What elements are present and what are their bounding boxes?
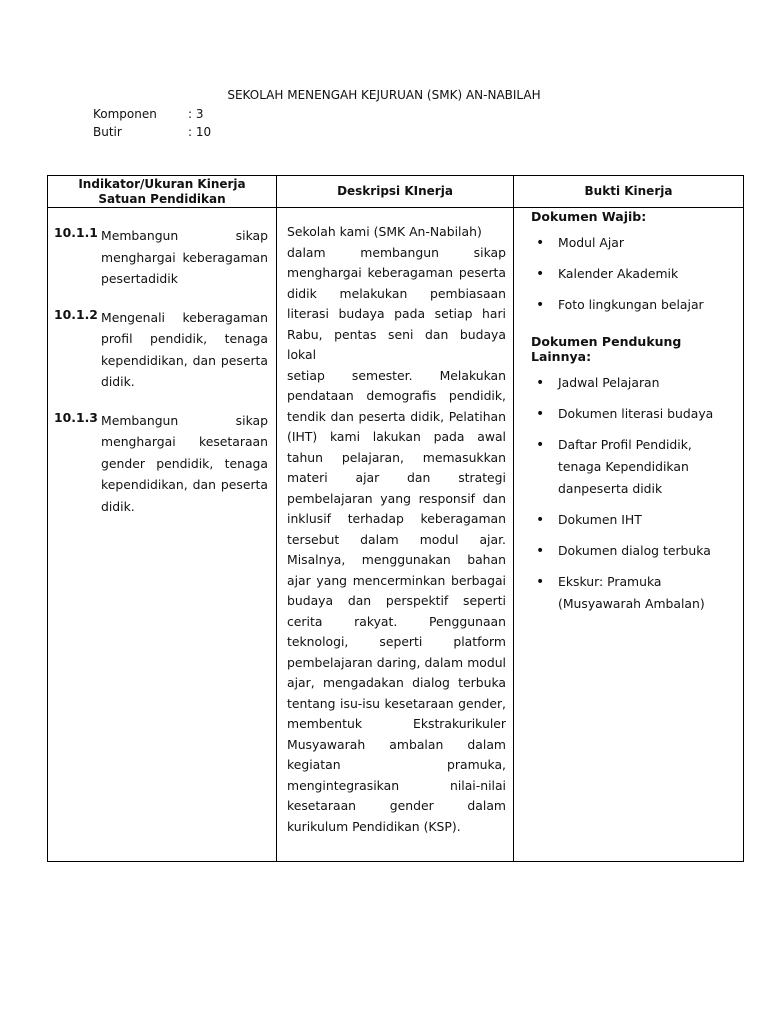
list-item [531,372,735,394]
indicator-text [101,410,268,518]
description-line: pembelajaran daring, dalam modul [287,654,506,670]
list-item-text: (Musyawarah Ambalan) [558,596,705,611]
description-line: literasi budaya pada setiap hari [287,306,506,321]
bullet-icon: • [536,512,545,528]
text-line: menghargai kesetaraan [101,434,268,449]
list-item [531,294,735,316]
description-line: cerita rakyat. Penggunaan [287,613,506,629]
text-line: Membangun sikap [101,412,268,428]
performance-table [47,175,744,862]
table-header-row [48,176,744,208]
description-line: budaya dan perspektif seperti [287,593,506,608]
description-line: kesetaraan gender dalam [287,798,506,813]
supporting-docs-list [531,372,735,615]
text-line: kependidikan, dan peserta [101,477,268,492]
text-line: pesertadidik [101,271,178,286]
description-text [287,222,506,837]
description-line: pembelajaran yang responsif dan [287,490,506,506]
description-line: setiap semester. Melakukan [287,367,506,383]
header-description: Deskripsi KInerja [277,176,514,208]
header-indicator: Indikator/Ukuran Kinerja Satuan Pendidikan [48,176,277,208]
indicator-text [101,225,268,290]
description-line: tendik dan peserta didik, Pelatihan [287,408,506,424]
bullet-icon: • [536,297,545,313]
description-line: Musyawarah ambalan dalam [287,736,506,752]
indicator-item [54,410,268,518]
text-line: Mengenali keberagaman [101,309,268,325]
bullet-icon: • [536,375,545,391]
text-line: didik. [101,374,135,389]
list-item [531,434,735,500]
list-item-text: Dokumen IHT [558,512,642,527]
list-item-text: Jadwal Pelajaran [558,375,660,390]
bullet-icon: • [536,266,545,282]
meta-value: : 3 [188,107,204,121]
required-docs-title: Dokumen Wajib: [531,209,647,224]
description-line: (IHT) kami lakukan pada awal [287,429,506,444]
required-docs-list [531,232,735,316]
description-line: menghargai keberagaman peserta [287,265,506,280]
table-row [48,208,744,862]
text-line: kependidikan, dan peserta [101,352,268,368]
text-line: profil pendidik, tenaga [101,331,268,346]
list-item [531,540,735,562]
description-line: dalam membangun sikap [287,244,506,260]
bullet-icon: • [536,437,545,453]
indicator-number: 10.1.3 [54,409,98,425]
indicator-item [54,225,268,290]
description-line: inklusif terhadap keberagaman [287,511,506,526]
description-cell [277,208,514,862]
description-line: ajar yang mencerminkan berbagai [287,572,506,588]
bullet-icon: • [536,235,545,251]
list-item [531,403,735,425]
text-line: didik. [101,498,135,514]
description-line: didik melakukan pembiasaan [287,285,506,301]
list-item-text: Kalender Akademik [558,266,679,281]
indicator-number: 10.1.1 [54,225,98,240]
description-line: ajar, mengadakan dialog terbuka [287,675,506,690]
description-line: teknologi, seperti platform [287,634,506,649]
description-line: pendataan demografis pendidik, [287,388,506,403]
evidence-cell [514,208,744,862]
bullet-icon: • [536,574,545,590]
supporting-docs-title: Dokumen Pendukung Lainnya: [531,334,682,364]
description-line: tentang isu-isu kesetaraan gender, [287,695,506,711]
bullet-icon: • [536,543,545,559]
meta-label: Butir [93,125,122,139]
description-line: Sekolah kami (SMK An-Nabilah) [287,224,482,239]
list-item [531,232,735,254]
list-item [531,263,735,285]
list-item [531,571,735,615]
bullet-icon: • [536,406,545,422]
indicator-item [54,307,268,393]
text-line: gender pendidik, tenaga [101,455,268,471]
meta-label: Komponen [93,107,157,121]
meta-butir [93,125,211,139]
indicator-text [101,307,268,393]
indicator-number: 10.1.2 [54,306,98,322]
list-item-text: Foto lingkungan belajar [558,297,704,312]
text-line: Membangun sikap [101,228,268,243]
meta-value: : 10 [188,125,212,139]
list-item-text: Daftar Profil Pendidik, [558,437,692,452]
list-item-text: tenaga Kependidikan [558,459,689,474]
description-line: Rabu, pentas seni dan budaya lokal [287,326,506,362]
meta-komponen [93,107,204,121]
description-line: membentuk Ekstrakurikuler [287,716,506,731]
list-item-text: Modul Ajar [558,235,624,250]
header-evidence: Bukti Kinerja [514,176,744,208]
list-item-text: Dokumen literasi budaya [558,406,714,421]
text-line: menghargai keberagaman [101,249,268,265]
description-line: kurikulum Pendidikan (KSP). [287,818,461,834]
list-item-text: Ekskur: Pramuka [558,574,662,589]
description-line: materi ajar dan strategi [287,470,506,485]
indicator-cell [48,208,277,862]
list-item-text: Dokumen dialog terbuka [558,543,711,558]
document-title: SEKOLAH MENENGAH KEJURUAN (SMK) AN-NABILAH [227,88,541,102]
description-line: tersebut dalam modul ajar. [287,531,506,547]
description-line: Misalnya, menggunakan bahan [287,552,506,567]
description-line: kegiatan pramuka, [287,757,506,772]
description-line: mengintegrasikan nilai-nilai [287,777,506,793]
list-item-text: danpeserta didik [558,481,663,496]
description-line: tahun pelajaran, memasukkan [287,449,506,465]
list-item [531,509,735,531]
